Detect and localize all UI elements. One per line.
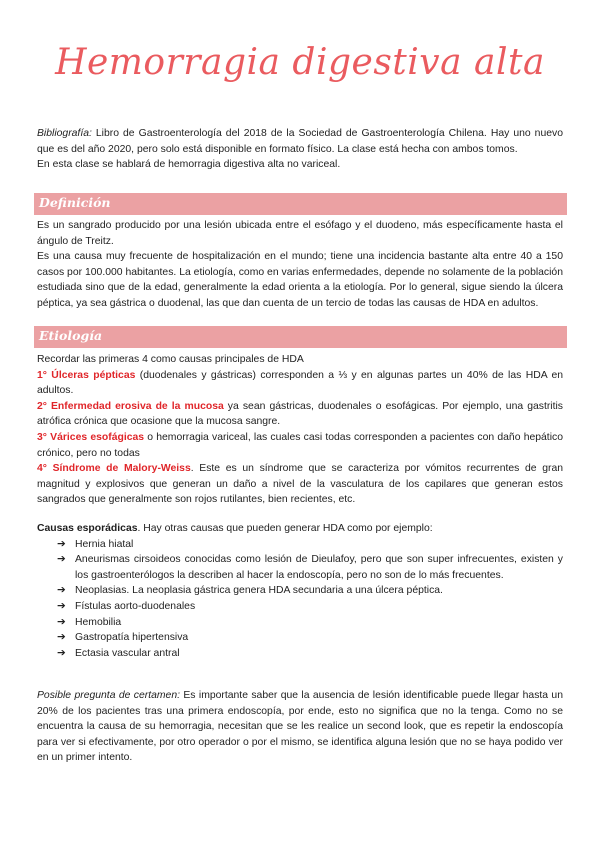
esporadicas-lead-text: . Hay otras causas que pueden generar HDA como por ejemplo: xyxy=(137,523,433,534)
arrow-icon: ➔ xyxy=(57,616,66,628)
list-item-text: Fístulas aorto-duodenales xyxy=(75,600,196,612)
cause-label: 1° Úlceras pépticas xyxy=(37,369,136,381)
cause-item xyxy=(37,368,563,399)
arrow-icon: ➔ xyxy=(57,538,66,550)
cause-text: (duodenales y gástricas) corresponden a ⅓ y en algunas partes un 40% de las HDA en adultos. xyxy=(37,369,564,397)
list-item-text: Aneurismas cirsoideos conocidas como lesión de Dieulafoy, pero que son super infrecuentes, existen y los gastroenterólogos la describen al hacer la endoscopía, pero no son de lo más frecuentes. xyxy=(75,554,563,581)
cause-label: 4° Síndrome de Malory-Weiss xyxy=(37,463,191,475)
certamen-text: Es importante saber que la ausencia de lesión identificable puede llegar hasta un 20% de los pacientes tras una primera endoscopía, por ende, esto no significa que no la tenga. Como no se encuentra la causa de su hemorragia, necesitan que se les realice un second look, que es repetir la endoscopía para ver si efectivamente, por otro operador o por el mismo, se identifica alguna lesión que no se haya podido ver en un primer intento. xyxy=(37,690,563,764)
arrow-icon: ➔ xyxy=(57,632,66,644)
list-item xyxy=(37,552,563,583)
certamen-section xyxy=(37,688,563,766)
cause-label: 3° Várices esofágicas xyxy=(37,431,145,443)
list-item-text: Gastropatía hipertensiva xyxy=(75,632,189,644)
list-item-text: Neoplasias. La neoplasia gástrica genera HDA secundaria a una úlcera péptica. xyxy=(75,585,443,597)
list-item-text: Ectasia vascular antral xyxy=(75,647,180,659)
certamen-label: Posible pregunta de certamen: xyxy=(37,690,180,701)
definicion-heading-text: Definición xyxy=(39,195,111,210)
list-item xyxy=(37,599,563,615)
cause-text: . Este es un síndrome que se caracteriza por vómitos recurrentes de gran magnitud y explosivos que generan un daño a nivel de la vasculatura de los capilares que generan estos sangrados que generalmente son rojos rutilantes, bien recientes, etc. xyxy=(37,463,564,506)
cause-item xyxy=(37,461,563,508)
list-item xyxy=(37,646,563,662)
esporadicas-section xyxy=(37,521,563,661)
list-item-text: Hernia hiatal xyxy=(75,538,134,550)
section-heading-definicion xyxy=(34,193,567,215)
section-heading-etiologia xyxy=(34,326,567,348)
bibliography-text: Libro de Gastroenterología del 2018 de la Sociedad de Gastroenterología Chilena. Hay uno nuevo que es del año 2020, pero solo está disponible en formato físico. La clase está hecha con ambos tomos. xyxy=(37,128,563,155)
esporadicas-list xyxy=(37,537,563,662)
list-item-text: Hemobilia xyxy=(75,616,122,628)
etiologia-section xyxy=(37,352,563,508)
etiologia-lead: Recordar las primeras 4 como causas principales de HDA xyxy=(37,354,304,365)
intro-section xyxy=(37,126,563,173)
esporadicas-lead xyxy=(37,521,563,537)
cause-item xyxy=(37,399,563,430)
cause-text: o hemorragia variceal, las cuales casi todas corresponden a pacientes con daño hepático crónico, pero no todas xyxy=(37,431,563,459)
cause-item xyxy=(37,430,563,461)
list-item xyxy=(37,615,563,631)
bibliography-label: Bibliografía: xyxy=(37,128,92,139)
cause-text: ya sean gástricas, duodenales o esofágicas. Por ejemplo, una gastritis atrófica crónica que ocasione que la mucosa sangre. xyxy=(37,400,563,428)
list-item xyxy=(37,537,563,553)
arrow-icon: ➔ xyxy=(57,600,66,612)
certamen-paragraph xyxy=(37,688,563,766)
arrow-icon: ➔ xyxy=(57,554,66,566)
definicion-section xyxy=(37,218,563,312)
arrow-icon: ➔ xyxy=(57,647,66,659)
etiologia-heading-text: Etiología xyxy=(39,328,103,343)
cause-label: 2° Enfermedad erosiva de la mucosa xyxy=(37,400,224,412)
list-item xyxy=(37,583,563,599)
definicion-paragraph-2: Es una causa muy frecuente de hospitalización en el mundo; tiene una incidencia bastante alta entre 40 a 150 casos por 100.000 habitantes. La etiología, como en varias enfermedades, depende no solamente de la población estudiada sino que de la edad, generalmente la edad orienta a la etiología. Por lo general, sigue siendo la úlcera péptica, ya sea gástrica o duodenal, las que dan cuenta de un tercio de todas las causas de HDA en adultos. xyxy=(37,251,563,309)
arrow-icon: ➔ xyxy=(57,585,66,597)
bibliography-paragraph xyxy=(37,126,563,157)
definicion-paragraph-1: Es un sangrado producido por una lesión ubicada entre el esófago y el duodeno, más específicamente hasta el ángulo de Treitz. xyxy=(37,220,563,247)
scope-paragraph: En esta clase se hablará de hemorragia digestiva alta no variceal. xyxy=(37,159,341,171)
page-title: Hemorragia digestiva alta xyxy=(55,42,545,83)
list-item xyxy=(37,630,563,646)
esporadicas-label: Causas esporádicas xyxy=(37,523,138,534)
